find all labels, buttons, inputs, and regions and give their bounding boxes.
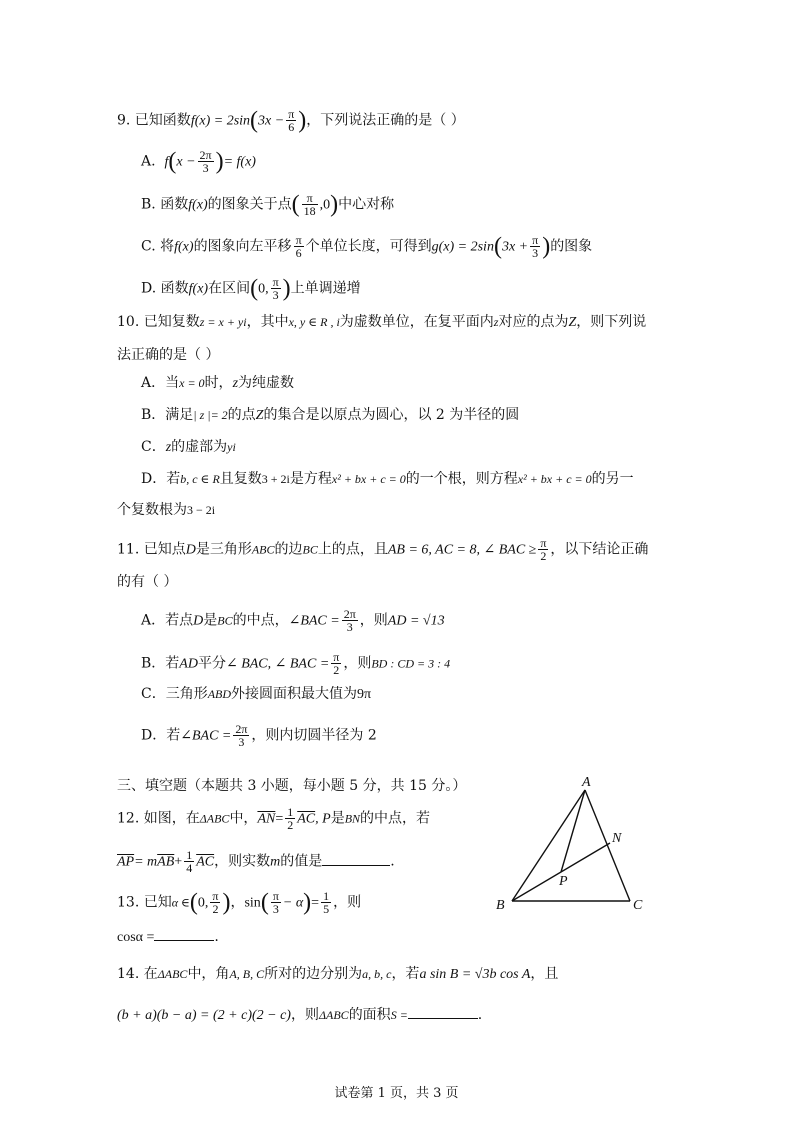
q9-prefix: 9. 已知函数 (117, 112, 191, 129)
q13-line2: cosα = . (117, 926, 219, 948)
q9-frac: $\frac{\pi}{6}$ (288, 107, 295, 134)
q10-option-a: A．当x = 0时，z为纯虚数 (141, 375, 295, 391)
label-n: N (612, 831, 622, 846)
q11-option-b: B．若AD平分∠ BAC, ∠ BAC = $\frac{\pi}{2}$ ，则BD : CD = 3 : 4 (141, 650, 451, 677)
q14-line2: (b + a)(b − a) = (2 + c)(2 − c)，则ΔABC的面积S = . (117, 1004, 482, 1026)
q12-line1: 12. 如图，在ΔABC中，$\overline{AN}=$ $\frac{1}{2}$ $\overline{AC}$, P是BN的中点，若 (117, 805, 431, 832)
q10-option-c: C．z的虚部为yi (141, 439, 236, 455)
q12-answer-blank[interactable] (322, 851, 390, 866)
label-p: P (559, 874, 568, 889)
q10-stem-line2: 法正确的是（ ） (117, 347, 220, 363)
q11-option-d: D．若∠BAC = $\frac{2\pi}{3}$ ，则内切圆半径为 2 (141, 722, 377, 749)
q9-option-b: B. 函数f(x)的图象关于点( $\frac{\pi}{18}$ ,0)中心对称 (141, 191, 395, 218)
q9-stem: 9. 已知函数f(x) = 2sin(3x − $\frac{\pi}{6}$ )，下列说法正确的是（ ） (117, 107, 465, 134)
q11-stem-line1: 11. 已知点D是三角形ABC的边BC上的点，且AB = 6, AC = 8, ∠ BAC ≥ $\frac{\pi}{2}$ ，以下结论正确 (117, 536, 649, 563)
q11-stem-line2: 的有（ ） (117, 574, 178, 590)
q9-option-c: C. 将f(x)的图象向左平移 $\frac{\pi}{6}$ 个单位长度，可得到g(x) = 2sin(3x + $\frac{\pi}{3}$ )的图象 (141, 233, 593, 260)
q9-option-d: D. 函数f(x)在区间(0, $\frac{\pi}{3}$ )上单调递增 (141, 275, 361, 302)
q9-func: f(x) = 2sin (190, 113, 251, 129)
q11-option-c: C．三角形ABD外接圆面积最大值为9π (141, 686, 372, 702)
q12-line2: $\overline{AP}= m\overline{AB}+$ $\frac{1}{4}$ $\overline{AC}$，则实数m的值是 . (117, 848, 395, 875)
section-3-title: 三、填空题（本题共 3 小题，每小题 5 分，共 15 分。） (117, 778, 467, 794)
q10-option-d-line1: D．若b, c ∈ R且复数3 + 2i是方程x² + bx + c = 0的一个根，则方程x² + bx + c = 0的另一 (141, 471, 634, 487)
segment-ab (512, 790, 585, 901)
q10-option-d-line2: 个复数根为3 − 2i (117, 502, 216, 518)
q13-answer-blank[interactable] (154, 926, 214, 941)
q11-option-a: A．若点D是BC的中点，∠BAC = $\frac{2\pi}{3}$ ，则AD = √13 (141, 607, 445, 634)
label-b: B (496, 898, 505, 913)
triangle-figure (490, 770, 660, 915)
segment-ac (585, 790, 630, 901)
label-a: A (582, 775, 591, 790)
q14-line1: 14. 在ΔABC中，角A, B, C所对的边分别为a, b, c，若a sin B = √3b cos A，且 (117, 966, 559, 982)
q13-line1: 13. 已知α ∈(0, $\frac{\pi}{2}$ )，sin( $\frac{\pi}{3}$ − α)= $\frac{1}{5}$ ，则 (117, 889, 362, 916)
page-footer: 试卷第 1 页，共 3 页 (334, 1086, 459, 1101)
q9-suffix: ，下列说法正确的是（ ） (306, 112, 465, 129)
q9-arg: 3x − (258, 113, 285, 129)
q14-answer-blank[interactable] (408, 1004, 478, 1019)
q10-option-b: B．满足| z |= 2的点Z的集合是以原点为圆心，以 2 为半径的圆 (141, 407, 520, 423)
q9-option-a: A. f(x − $\frac{2\pi}{3}$ )= f(x) (141, 148, 256, 175)
q10-stem-line1: 10. 已知复数z = x + yi，其中x, y ∈ R , i为虚数单位，在复平面内z对应的点为Z，则下列说 (117, 314, 647, 330)
label-c: C (633, 898, 643, 913)
